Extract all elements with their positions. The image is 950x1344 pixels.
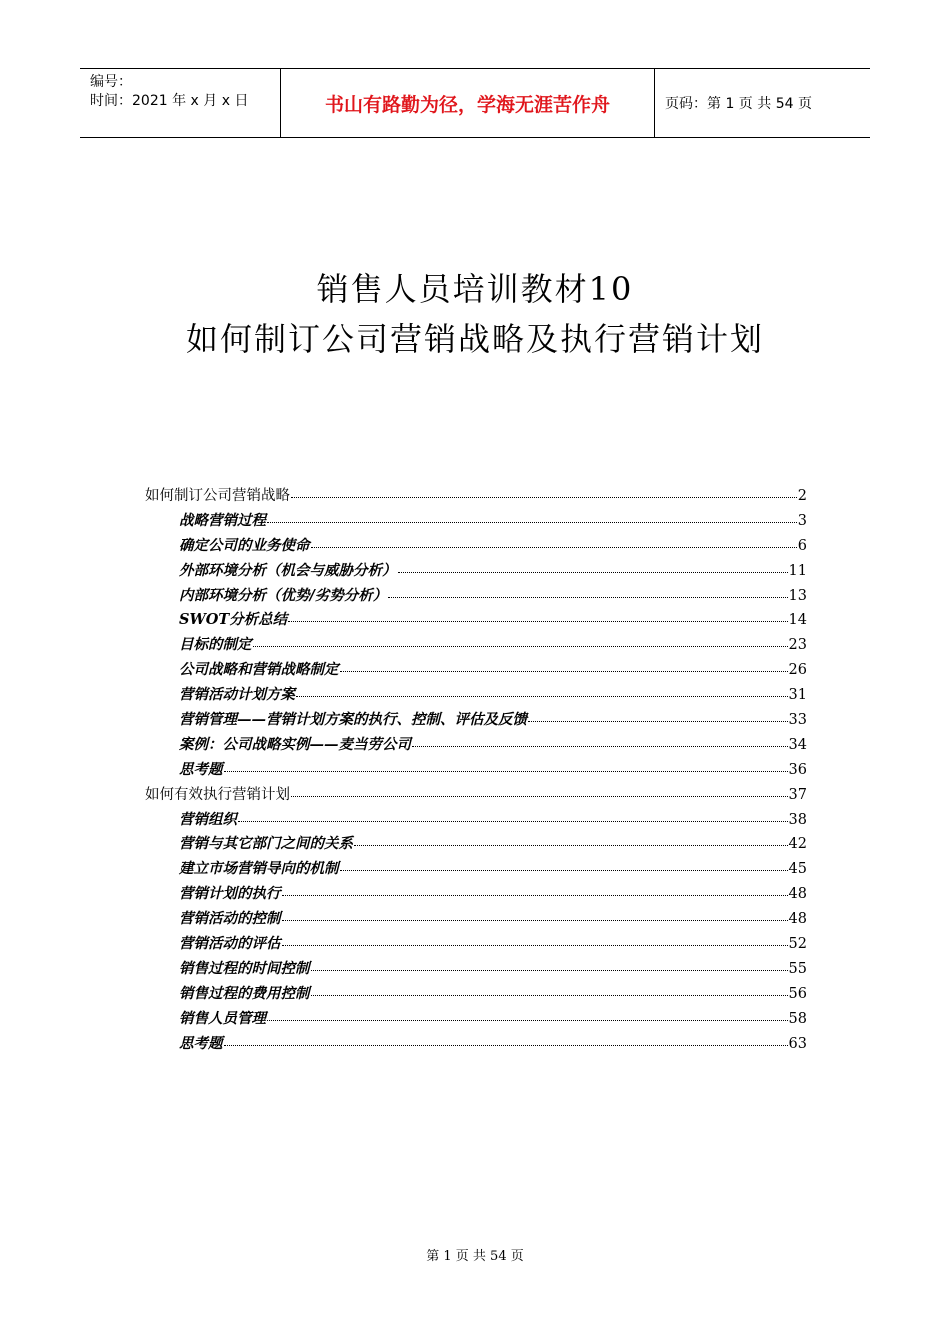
toc-entry-label: 公司战略和营销战略制定 <box>179 661 339 679</box>
toc-entry-label: 如何有效执行营销计划 <box>145 786 290 803</box>
toc-entry[interactable] <box>145 608 807 633</box>
toc-dot-leader <box>288 621 787 622</box>
toc-entry[interactable] <box>145 957 807 982</box>
toc-entry-page: 48 <box>788 911 807 928</box>
toc-dot-leader <box>311 995 788 996</box>
toc-dot-leader <box>224 1045 788 1046</box>
header-meta <box>80 69 281 137</box>
toc-entry-label: 如何制订公司营销战略 <box>145 488 290 504</box>
toc-entry-page: 3 <box>797 512 807 529</box>
toc-entry-label: 内部环境分析（优势/劣势分析） <box>179 586 388 604</box>
toc-dot-leader <box>311 547 797 548</box>
toc-entry-page: 63 <box>788 1035 807 1052</box>
toc-entry-label: 营销活动计划方案 <box>179 686 295 704</box>
toc-entry-page: 34 <box>788 736 807 753</box>
toc-entry-label: 思考题 <box>179 760 223 778</box>
doc-title-line1: 销售人员培训教材10 <box>316 270 634 308</box>
toc-dot-leader <box>388 597 787 598</box>
toc-entry[interactable] <box>145 882 807 907</box>
toc-entry-label: 销售人员管理 <box>179 1009 266 1027</box>
toc-entry-page: 52 <box>788 936 807 953</box>
toc-dot-leader <box>296 696 788 697</box>
toc-entry[interactable] <box>145 758 807 783</box>
toc-dot-leader <box>267 522 797 523</box>
document-header <box>80 68 870 138</box>
toc-entry-page: 33 <box>788 712 807 729</box>
table-of-contents <box>145 484 807 1056</box>
toc-dot-leader <box>291 796 788 797</box>
toc-dot-leader <box>354 845 788 846</box>
toc-entry-page: 13 <box>788 587 807 604</box>
toc-entry-page: 45 <box>788 861 807 878</box>
toc-entry[interactable] <box>145 733 807 758</box>
toc-dot-leader <box>267 1020 788 1021</box>
doc-title-line2: 如何制订公司营销战略及执行营销计划 <box>185 320 764 358</box>
toc-entry-page: 26 <box>788 662 807 679</box>
toc-dot-leader <box>282 895 788 896</box>
toc-entry-label: 案例：公司战略实例——麦当劳公司 <box>179 735 411 753</box>
toc-dot-leader <box>528 721 788 722</box>
toc-entry-label: 外部环境分析（机会与威胁分析） <box>179 561 397 579</box>
toc-dot-leader <box>282 920 788 921</box>
toc-dot-leader <box>282 945 788 946</box>
toc-entry[interactable] <box>145 907 807 932</box>
toc-entry[interactable] <box>145 534 807 559</box>
toc-entry-page: 2 <box>797 488 807 504</box>
toc-entry[interactable] <box>145 1007 807 1032</box>
toc-dot-leader <box>340 870 788 871</box>
toc-entry-label: 营销活动的控制 <box>179 910 281 928</box>
toc-entry-page: 56 <box>788 985 807 1002</box>
toc-dot-leader <box>224 771 788 772</box>
toc-entry-page: 48 <box>788 886 807 903</box>
toc-entry-page: 36 <box>788 761 807 778</box>
toc-dot-leader <box>412 746 788 747</box>
toc-entry[interactable] <box>145 484 807 509</box>
toc-entry-page: 14 <box>788 612 807 629</box>
toc-entry-label: 营销活动的评估 <box>179 935 281 953</box>
toc-dot-leader <box>398 572 788 573</box>
toc-entry[interactable] <box>145 559 807 584</box>
header-page-info: 页码：第 1 页 共 54 页 <box>665 96 812 112</box>
toc-entry-label: 营销与其它部门之间的关系 <box>179 835 353 853</box>
toc-entry-label: 建立市场营销导向的机制 <box>179 860 339 878</box>
motto: 书山有路勤为径，学海无涯苦作舟 <box>281 69 655 137</box>
toc-entry[interactable] <box>145 683 807 708</box>
toc-dot-leader <box>253 646 788 647</box>
toc-entry[interactable] <box>145 982 807 1007</box>
toc-entry-label: 确定公司的业务使命 <box>179 536 310 554</box>
toc-entry[interactable] <box>145 509 807 534</box>
toc-entry-page: 11 <box>788 562 807 579</box>
toc-entry-label: 销售过程的时间控制 <box>179 959 310 977</box>
toc-entry[interactable] <box>145 658 807 683</box>
toc-dot-leader <box>340 671 788 672</box>
number-label: 编号： <box>90 74 132 90</box>
toc-entry-label: 思考题 <box>179 1034 223 1052</box>
toc-entry[interactable] <box>145 808 807 833</box>
toc-entry-page: 58 <box>788 1010 807 1027</box>
toc-entry[interactable] <box>145 708 807 733</box>
toc-entry-label: 销售过程的费用控制 <box>179 984 310 1002</box>
toc-entry-label: 目标的制定 <box>179 636 252 654</box>
toc-entry[interactable] <box>145 783 807 808</box>
toc-entry-label: 营销管理——营销计划方案的执行、控制、评估及反馈 <box>179 711 527 729</box>
time-label: 时间：2021 年 x 月 x 日 <box>90 93 249 109</box>
toc-entry-label: SWOT分析总结 <box>179 611 288 629</box>
toc-entry-page: 55 <box>788 960 807 977</box>
toc-entry[interactable] <box>145 832 807 857</box>
toc-entry-page: 37 <box>788 786 807 803</box>
toc-entry-page: 38 <box>788 811 807 828</box>
toc-entry-label: 营销组织 <box>179 810 237 828</box>
toc-dot-leader <box>311 970 788 971</box>
toc-entry-page: 31 <box>788 687 807 704</box>
toc-entry-label: 营销计划的执行 <box>179 885 281 903</box>
page-footer: 第 1 页 共 54 页 <box>426 1249 524 1264</box>
toc-dot-leader <box>291 497 797 498</box>
toc-entry[interactable] <box>145 584 807 609</box>
toc-entry[interactable] <box>145 633 807 658</box>
toc-entry-page: 42 <box>788 836 807 853</box>
toc-entry-page: 6 <box>797 537 807 554</box>
toc-dot-leader <box>238 821 788 822</box>
toc-entry[interactable] <box>145 932 807 957</box>
toc-entry-page: 23 <box>788 637 807 654</box>
toc-entry[interactable] <box>145 1032 807 1057</box>
toc-entry-label: 战略营销过程 <box>179 511 266 529</box>
toc-entry[interactable] <box>145 857 807 882</box>
